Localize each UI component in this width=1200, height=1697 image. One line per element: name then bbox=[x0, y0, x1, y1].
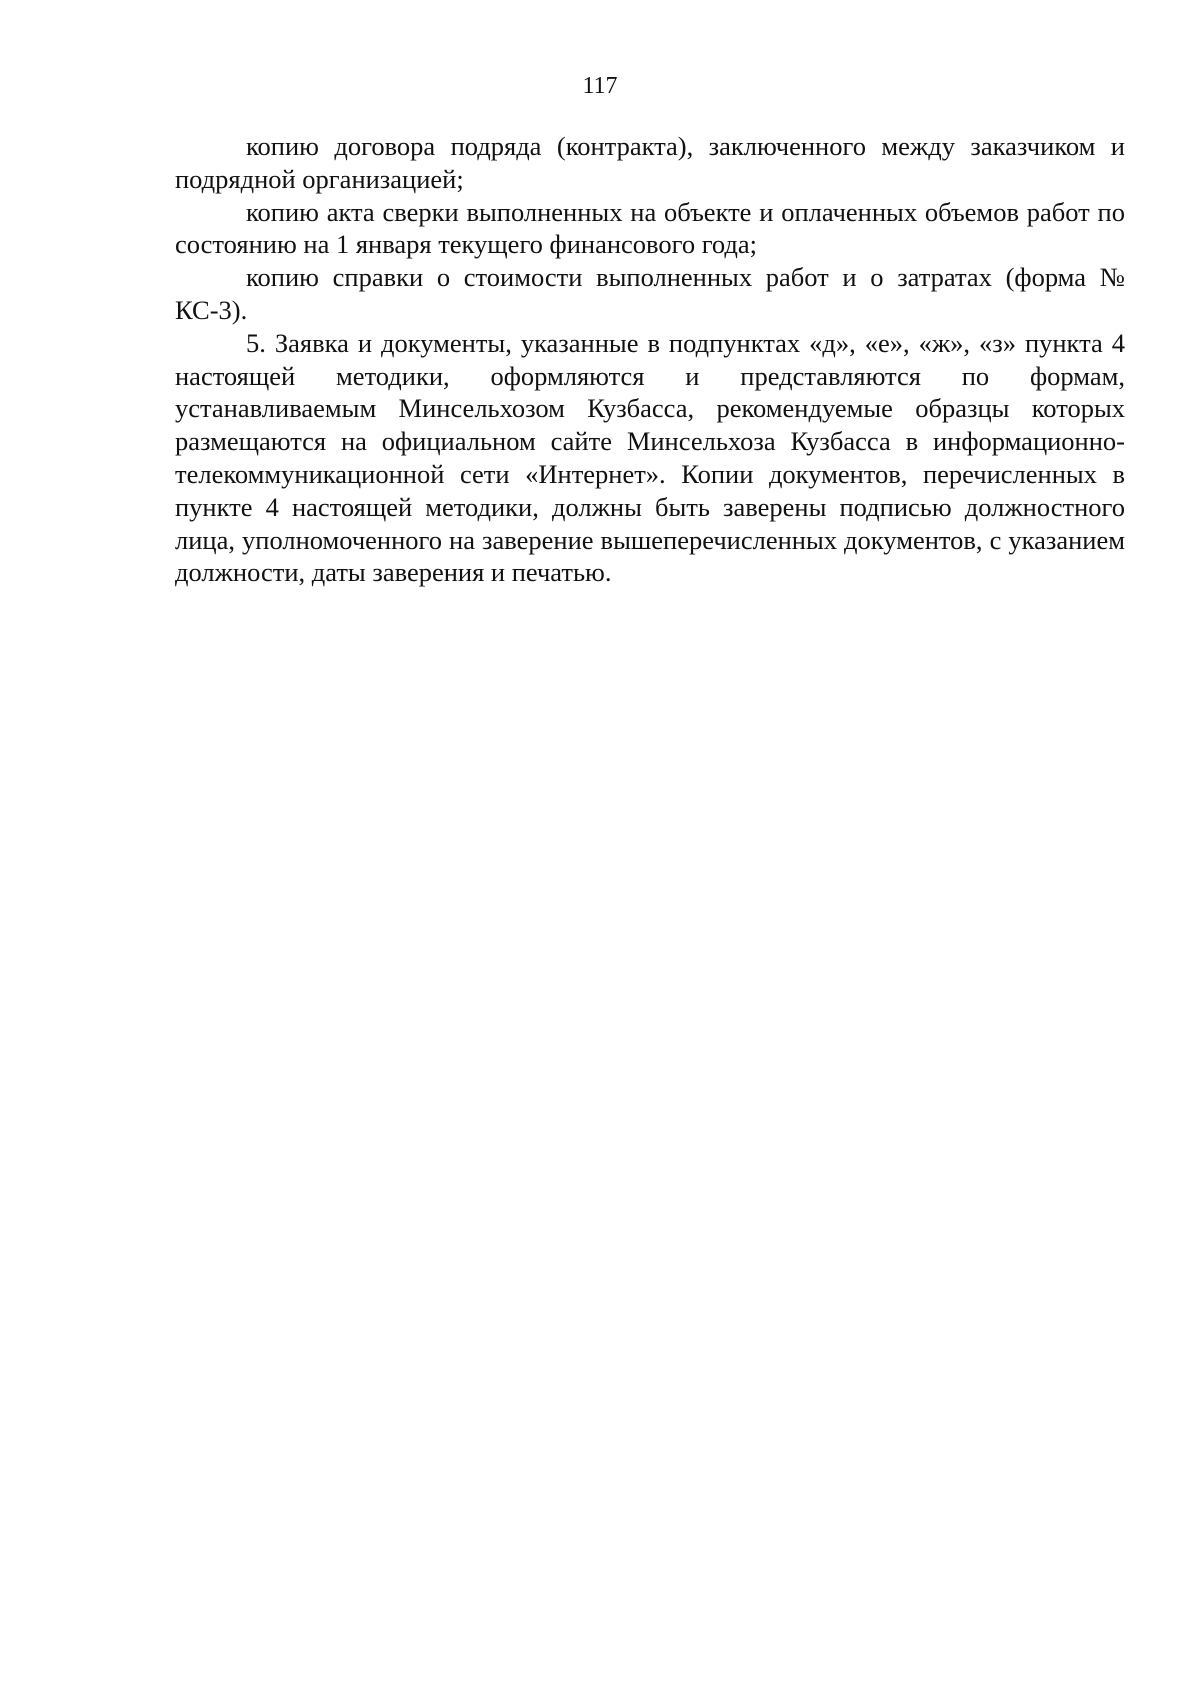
page-number: 117 bbox=[582, 73, 618, 99]
paragraph-cost-certificate-copy: копию справки о стоимости выполненных работ и о затратах (форма № КС-3). bbox=[175, 262, 1125, 325]
paragraph-reconciliation-act-copy: копию акта сверки выполненных на объекте и оплаченных объемов работ по состоянию на 1 января текущего финансового года; bbox=[175, 196, 1125, 260]
document-body bbox=[175, 130, 1125, 589]
paragraph-item-5: 5. Заявка и документы, указанные в подпунктах «д», «е», «ж», «з» пункта 4 настоящей методики, оформляются и представляются по формам, устанавливаемым Минсельхозом Кузбасса, рекомендуемые образцы которых размещаются на официальном сайте Минсельхоза Кузбасса в информационно-телекоммуникационной сети «Интернет». Копии документов, перечисленных в пункте 4 настоящей методики, должны быть заверены подписью должностного лица, уполномоченного на заверение вышеперечисленных документов, с указанием должности, даты заверения и печатью. bbox=[175, 327, 1125, 588]
paragraph-contract-copy: копию договора подряда (контракта), заключенного между заказчиком и подрядной организацией; bbox=[175, 131, 1125, 194]
